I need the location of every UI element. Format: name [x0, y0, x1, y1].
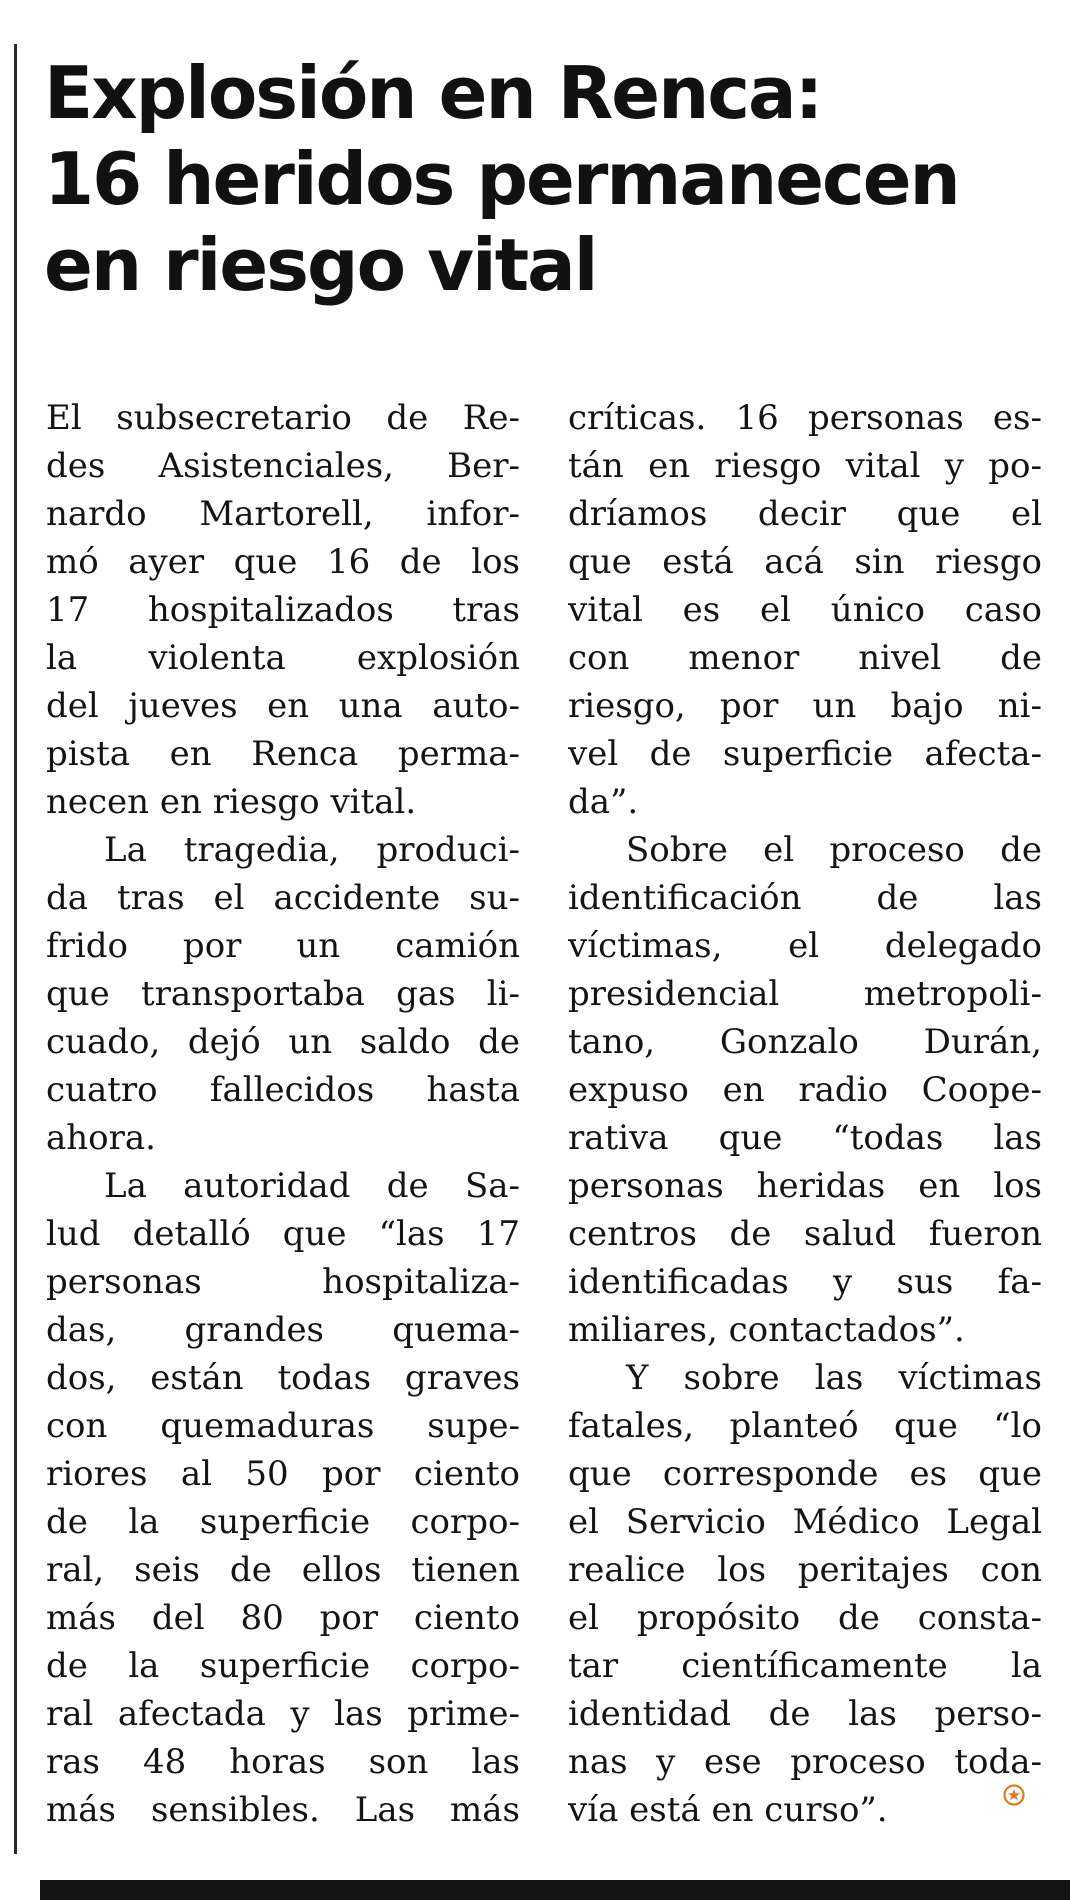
text-line: La autoridad de Sa-: [104, 1166, 520, 1206]
bottom-rule: [40, 1880, 1070, 1900]
text-line: des Asistenciales, Ber-: [46, 446, 520, 486]
article-column-left: [46, 394, 520, 1834]
text-line: vía está en curso”.: [568, 1790, 888, 1830]
text-line: fatales, planteó que “lo: [568, 1406, 1042, 1446]
text-line: da tras el accidente su-: [46, 878, 520, 918]
left-column-rule: [14, 44, 17, 1854]
text-line: cuado, dejó un saldo de: [46, 1022, 520, 1062]
text-line: de la superficie corpo-: [46, 1502, 520, 1542]
text-line: más sensibles. Las más: [46, 1790, 520, 1830]
text-line: identificación de las: [568, 878, 1042, 918]
text-line: el propósito de consta-: [568, 1598, 1042, 1638]
text-line: ral afectada y las prime-: [46, 1694, 520, 1734]
text-line: das, grandes quema-: [46, 1310, 520, 1350]
text-line: con quemaduras supe-: [46, 1406, 520, 1446]
text-line: con menor nivel de: [568, 638, 1042, 678]
text-line: personas hospitaliza-: [46, 1262, 520, 1302]
text-line: ral, seis de ellos tienen: [46, 1550, 520, 1590]
end-mark-icon: [1003, 1784, 1025, 1806]
text-line: más del 80 por ciento: [46, 1598, 520, 1638]
text-line: miliares, contactados”.: [568, 1310, 965, 1350]
text-line: frido por un camión: [46, 926, 520, 966]
text-line: nas y ese proceso toda-: [568, 1742, 1042, 1782]
text-line: da”.: [568, 782, 639, 822]
text-line: La tragedia, produci-: [104, 830, 520, 870]
text-line: identidad de las perso-: [568, 1694, 1042, 1734]
text-line: ahora.: [46, 1118, 156, 1158]
text-line: identificadas y sus fa-: [568, 1262, 1042, 1302]
text-line: Y sobre las víctimas: [626, 1358, 1042, 1398]
text-line: el Servicio Médico Legal: [568, 1502, 1042, 1542]
text-line: que corresponde es que: [568, 1454, 1042, 1494]
text-line: tano, Gonzalo Durán,: [568, 1022, 1042, 1062]
text-line: cuatro fallecidos hasta: [46, 1070, 520, 1110]
text-line: del jueves en una auto-: [46, 686, 520, 726]
text-line: dríamos decir que el: [568, 494, 1042, 534]
text-line: nardo Martorell, infor-: [46, 494, 520, 534]
text-line: vel de superficie afecta-: [568, 734, 1042, 774]
text-line: que está acá sin riesgo: [568, 542, 1042, 582]
text-line: Sobre el proceso de: [626, 830, 1042, 870]
text-line: tar científicamente la: [568, 1646, 1042, 1686]
headline-line: 16 heridos permanecen: [44, 137, 959, 221]
text-line: la violenta explosión: [46, 638, 520, 678]
text-line: mó ayer que 16 de los: [46, 542, 520, 582]
text-line: realice los peritajes con: [568, 1550, 1042, 1590]
article-column-right: [568, 394, 1042, 1834]
text-line: presidencial metropoli-: [568, 974, 1042, 1014]
text-line: 17 hospitalizados tras: [46, 590, 520, 630]
headline: [44, 50, 1054, 308]
text-line: riesgo, por un bajo ni-: [568, 686, 1042, 726]
text-line: ras 48 horas son las: [46, 1742, 520, 1782]
text-line: necen en riesgo vital.: [46, 782, 417, 822]
text-line: lud detalló que “las 17: [46, 1214, 520, 1254]
text-line: dos, están todas graves: [46, 1358, 520, 1398]
text-line: rativa que “todas las: [568, 1118, 1042, 1158]
text-line: expuso en radio Coope-: [568, 1070, 1042, 1110]
text-line: centros de salud fueron: [568, 1214, 1042, 1254]
text-line: pista en Renca perma-: [46, 734, 520, 774]
text-line: personas heridas en los: [568, 1166, 1042, 1206]
headline-line: Explosión en Renca:: [44, 51, 822, 135]
text-line: vital es el único caso: [568, 590, 1042, 630]
text-line: de la superficie corpo-: [46, 1646, 520, 1686]
text-line: El subsecretario de Re-: [46, 398, 520, 438]
headline-line: en riesgo vital: [44, 223, 597, 307]
text-line: críticas. 16 personas es-: [568, 398, 1042, 438]
text-line: tán en riesgo vital y po-: [568, 446, 1042, 486]
text-line: que transportaba gas li-: [46, 974, 520, 1014]
text-line: riores al 50 por ciento: [46, 1454, 520, 1494]
text-line: víctimas, el delegado: [568, 926, 1042, 966]
